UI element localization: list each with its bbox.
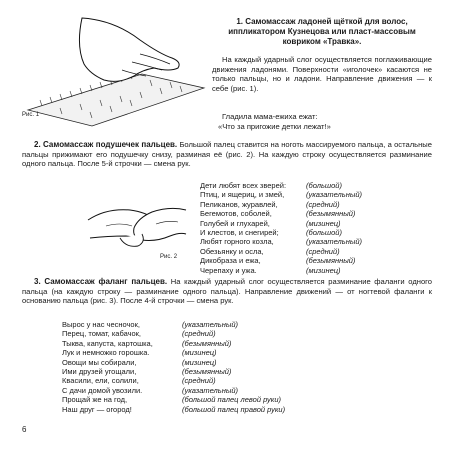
poem-line: С дачи домой увозили. [62,385,143,395]
finger-note: (указательный) [306,237,363,247]
finger-note: (мизинец) [182,348,217,358]
finger-note: (большой) [306,181,342,190]
finger-note: (указательный) [182,385,239,395]
poem-line: Квасили, ели, солили, [62,376,139,386]
section-1-poem-line-1: Гладила мама-ежиха ежат: [222,112,318,121]
poem-line: Птиц, и ящериц, и змей, [200,190,285,200]
poem-row [62,386,432,395]
poem-row [200,181,432,190]
finger-note: (указательный) [182,320,239,329]
poem-row [62,358,432,367]
poem-row [62,339,432,348]
poem-row [200,237,432,246]
section-1-text: На каждый ударный слог осуществляется поглаживающие движения ладонями. Поверхности «иголочек» касаются не только пальцы, но и ладони. Направление движения — к себе (рис. 1). [212,55,432,93]
poem-line: Дети любят всех зверей: [200,181,287,190]
page-number: 6 [22,425,27,434]
poem-row [200,228,432,237]
finger-note: (средний) [306,199,340,209]
finger-note: (большой) [306,228,342,238]
finger-note: (средний) [306,246,340,256]
poem-line: Наш друг — огород! [62,404,132,414]
hand-on-mat-illustration [22,14,208,132]
finger-note: (безымянный) [182,338,232,348]
poem-row [200,256,432,265]
poem-row [62,376,432,385]
poem-row [200,200,432,209]
finger-note: (средний) [182,376,216,386]
finger-note: (большой палец левой руки) [182,395,281,405]
poem-line: Овощи мы собирали, [62,357,137,367]
poem-line: Ими друзей угощали, [62,367,137,377]
section-2-title: 2. Самомассаж подушечек пальцев. [34,140,178,149]
figure-1 [22,14,208,132]
section-1-title: 1. Самомассаж ладоней щёткой для волос, иппликатором Кузнецова или пласт-массовым ковриком «Травка». [228,17,416,46]
figure-1-caption: Рис. 1 [22,112,40,118]
poem-line: Вырос у нас чесночок, [62,320,140,329]
poem-line: Черепаху и ужа. [200,265,257,275]
poem-line: И клестов, и снегирей; [200,228,279,238]
poem-row [200,190,432,199]
poem-line: Обезьянку и осла, [200,246,264,256]
poem-row [62,395,432,404]
poem-line: Пеликанов, журавлей, [200,199,278,209]
poem-row [200,219,432,228]
poem-row [62,320,432,329]
poem-line: Прощай же на год, [62,395,128,405]
poem-row [200,209,432,218]
finger-note: (мизинец) [182,357,217,367]
finger-note: (средний) [182,329,216,339]
poem-row [200,266,432,275]
section-1-poem-line-2: «Что за пригожие детки лежат!» [218,122,331,131]
section-3-title: 3. Самомассаж фаланг пальцев. [34,277,168,286]
poem-line: Лук и немножко горошка. [62,348,150,358]
poem-line: Бегемотов, соболей, [200,209,272,219]
finger-note: (безымянный) [182,367,232,377]
poem-line: Перец, томат, кабачок, [62,329,142,339]
poem-line: Любят горного козла, [200,237,274,247]
finger-note: (безымянный) [306,256,356,266]
poem-line: Голубей и глухарей, [200,218,270,228]
poem-line: Тыква, капуста, картошка, [62,338,153,348]
section-2-text: Большой палец ставится на ноготь массируемого пальца, а остальные пальцы прижимают его подушечку снизу, разминая её (рис. 2). На каждую строку осуществляется разминание одного пальца. После 5-й строчки — смена рук. [22,140,432,169]
finger-note: (мизинец) [306,265,341,275]
figure-2-caption: Рис. 2 [160,254,178,260]
finger-note: (мизинец) [306,218,341,228]
section-2-paragraph [22,140,432,169]
section-3-poem [62,320,432,414]
section-2-poem [200,181,432,275]
poem-row [62,405,432,414]
poem-line: Дикобраза и ежа, [200,256,261,266]
fingers-illustration [86,180,188,262]
poem-row [62,367,432,376]
poem-row [200,247,432,256]
finger-note: (большой палец правой руки) [182,404,286,414]
poem-row [62,329,432,338]
section-3-paragraph [22,277,432,306]
poem-row [62,348,432,357]
finger-note: (безымянный) [306,209,356,219]
finger-note: (указательный) [306,190,363,200]
figure-2 [86,180,188,262]
section-3-text: На каждый ударный слог осуществляется разминание фаланги одного пальца (на каждую строку — разминание одного пальца). Направление движений — от ногтевой фаланги к основанию пальца (рис. 3). После 4-й строчки — смена рук. [22,277,432,306]
